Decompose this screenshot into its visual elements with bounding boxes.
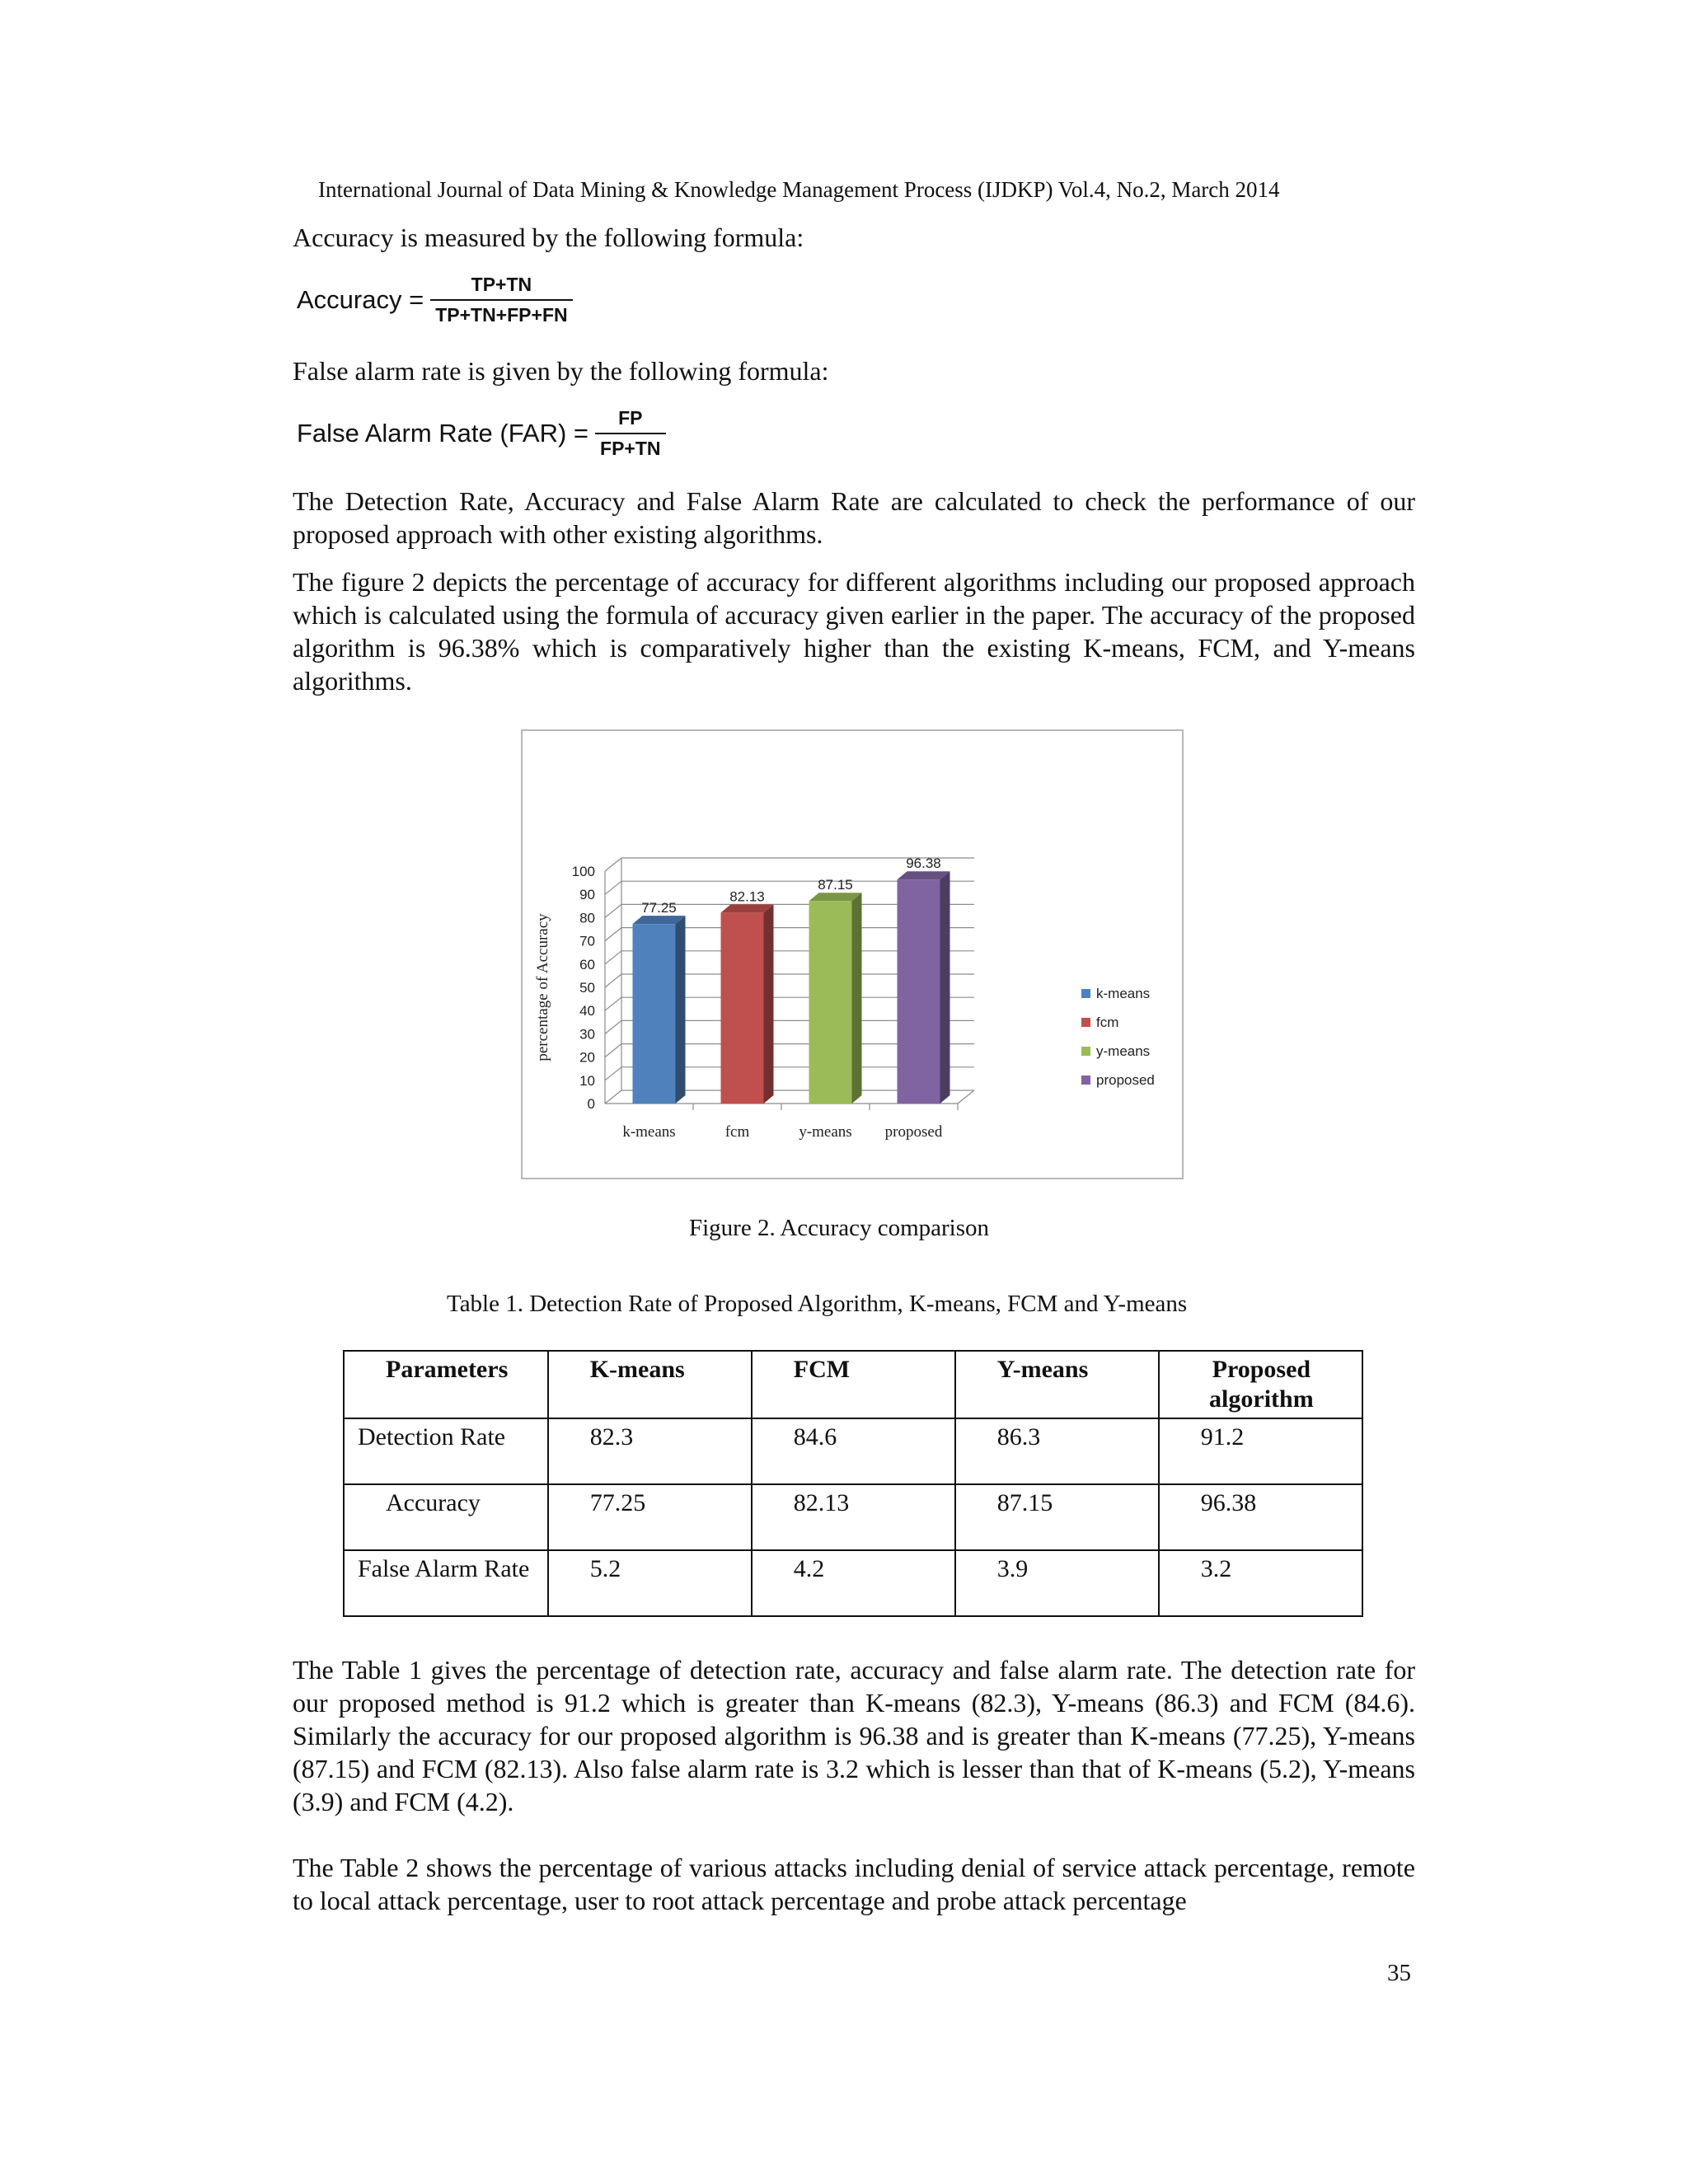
- accuracy-chart-svg: [523, 731, 1182, 1178]
- accuracy-chart: [521, 729, 1184, 1179]
- y-tick-label: 90: [579, 887, 595, 903]
- y-tick-label: 40: [579, 1003, 595, 1019]
- legend-swatch: [1081, 1076, 1090, 1085]
- legend-label: k-means: [1096, 986, 1151, 1001]
- table-cell: 3.2: [1159, 1550, 1362, 1616]
- bar: [633, 924, 676, 1104]
- table-header-cell: Parameters: [344, 1351, 548, 1418]
- gridline-side: [605, 1020, 621, 1033]
- table-cell: Accuracy: [344, 1484, 548, 1550]
- y-tick-label: 70: [579, 933, 595, 949]
- gridline-side: [605, 997, 621, 1010]
- running-header: International Journal of Data Mining & Knowledge Management Process (IJDKP) Vol.4, No.2, March 2014: [318, 177, 1280, 202]
- far-numerator: FP: [618, 407, 643, 429]
- table2-paragraph: The Table 2 shows the percentage of various attacks including denial of service attack percentage, remote to local attack percentage, user to root attack percentage and probe attack percentage: [293, 1853, 1415, 1915]
- data-label: 77.25: [641, 900, 677, 916]
- accuracy-formula-label: Accuracy =: [297, 285, 424, 314]
- bar: [809, 901, 852, 1104]
- data-label: 82.13: [729, 888, 765, 905]
- accuracy-denominator: TP+TN+FP+FN: [435, 304, 568, 326]
- table-cell: 84.6: [752, 1418, 955, 1484]
- legend-label: proposed: [1096, 1072, 1155, 1088]
- x-tick-label: y-means: [799, 1123, 852, 1141]
- performance-paragraph: The Detection Rate, Accuracy and False Alarm Rate are calculated to check the performance of our proposed approach with other existing algorithms.: [293, 486, 1415, 549]
- data-label: 87.15: [818, 877, 853, 893]
- accuracy-formula: [297, 274, 573, 326]
- gridline-side: [605, 951, 621, 964]
- y-tick-label: 50: [579, 980, 595, 996]
- bar-side: [764, 904, 774, 1104]
- gridline-side: [605, 881, 621, 894]
- table-cell: 87.15: [955, 1484, 1159, 1550]
- gridline-side: [605, 928, 621, 941]
- x-tick-label: proposed: [884, 1123, 943, 1141]
- table-header-row: [344, 1351, 1362, 1418]
- y-tick-label: 80: [579, 910, 595, 926]
- bar-side: [676, 916, 686, 1104]
- far-formula: [297, 407, 666, 460]
- table-cell: 82.13: [752, 1484, 955, 1550]
- legend-label: y-means: [1096, 1043, 1151, 1059]
- accuracy-numerator: TP+TN: [471, 274, 532, 295]
- table-row: [344, 1550, 1362, 1616]
- detection-rate-table: [343, 1350, 1363, 1617]
- bar: [898, 879, 940, 1104]
- table1-paragraph: The Table 1 gives the percentage of detection rate, accuracy and false alarm rate. The detection rate for our proposed method is 91.2 which is greater than K-means (82.3), Y-means (86.3) and FCM (84.6). Similarly the accuracy for our proposed algorithm is 96.38 and is greater than K-means (77.25), Y-means (87.15) and FCM (82.13). Also false alarm rate is 3.2 which is lesser than that of K-means (5.2), Y-means (3.9) and FCM (4.2).: [293, 1655, 1415, 1816]
- x-tick-label: k-means: [622, 1123, 676, 1141]
- floor-edge: [958, 1090, 974, 1104]
- far-intro-text: False alarm rate is given by the following formula:: [293, 356, 829, 386]
- legend-swatch: [1081, 1018, 1090, 1027]
- y-tick-label: 60: [579, 956, 595, 972]
- gridline-side: [605, 1044, 621, 1057]
- y-tick-label: 20: [579, 1049, 595, 1066]
- y-tick-label: 10: [579, 1072, 595, 1089]
- table-cell: Detection Rate: [344, 1418, 548, 1484]
- page-number: 35: [1387, 1960, 1411, 1986]
- y-tick-label: 30: [579, 1026, 595, 1043]
- table-cell: 91.2: [1159, 1418, 1362, 1484]
- legend-swatch: [1081, 1047, 1090, 1056]
- far-denominator: FP+TN: [600, 438, 661, 459]
- accuracy-fraction: [430, 274, 572, 326]
- table-row: [344, 1418, 1362, 1484]
- gridline-side: [605, 858, 621, 871]
- table-header-cell: FCM: [752, 1351, 955, 1418]
- table-cell: False Alarm Rate: [344, 1550, 548, 1616]
- data-label: 96.38: [906, 855, 941, 872]
- table-cell: 3.9: [955, 1550, 1159, 1616]
- figure2-paragraph: The figure 2 depicts the percentage of accuracy for different algorithms including our proposed approach which is calculated using the formula of accuracy given earlier in the paper. The accuracy of the proposed algorithm is 96.38% which is comparatively higher than the existing K-means, FCM, and Y-means algorithms.: [293, 567, 1415, 696]
- gridline-side: [605, 974, 621, 987]
- figure-caption: Figure 2. Accuracy comparison: [689, 1215, 990, 1241]
- accuracy-intro-text: Accuracy is measured by the following formula:: [293, 223, 804, 252]
- y-tick-label: 100: [571, 864, 595, 879]
- table-header-cell: Y-means: [955, 1351, 1159, 1418]
- gridline-side: [605, 1067, 621, 1080]
- gridline-side: [605, 904, 621, 917]
- bar-side: [940, 871, 950, 1104]
- table-cell: 96.38: [1159, 1484, 1362, 1550]
- gridline-side: [605, 1090, 621, 1104]
- table-header-cell: Proposed algorithm: [1159, 1351, 1362, 1418]
- table-header-cell: K-means: [548, 1351, 752, 1418]
- table-cell: 86.3: [955, 1418, 1159, 1484]
- legend-swatch: [1081, 989, 1090, 998]
- bar-side: [852, 893, 862, 1104]
- table-cell: 5.2: [548, 1550, 752, 1616]
- bar: [721, 912, 764, 1104]
- table-caption: Table 1. Detection Rate of Proposed Algorithm, K-means, FCM and Y-means: [447, 1291, 1188, 1317]
- table-cell: 4.2: [752, 1550, 955, 1616]
- table-cell: 82.3: [548, 1418, 752, 1484]
- y-axis-label: percentage of Accuracy: [534, 913, 551, 1062]
- legend-label: fcm: [1096, 1015, 1119, 1030]
- far-formula-label: False Alarm Rate (FAR) =: [297, 419, 589, 448]
- y-tick-label: 0: [587, 1096, 595, 1112]
- x-tick-label: fcm: [724, 1123, 750, 1141]
- table-row: [344, 1484, 1362, 1550]
- table-cell: 77.25: [548, 1484, 752, 1550]
- far-fraction: [595, 407, 665, 460]
